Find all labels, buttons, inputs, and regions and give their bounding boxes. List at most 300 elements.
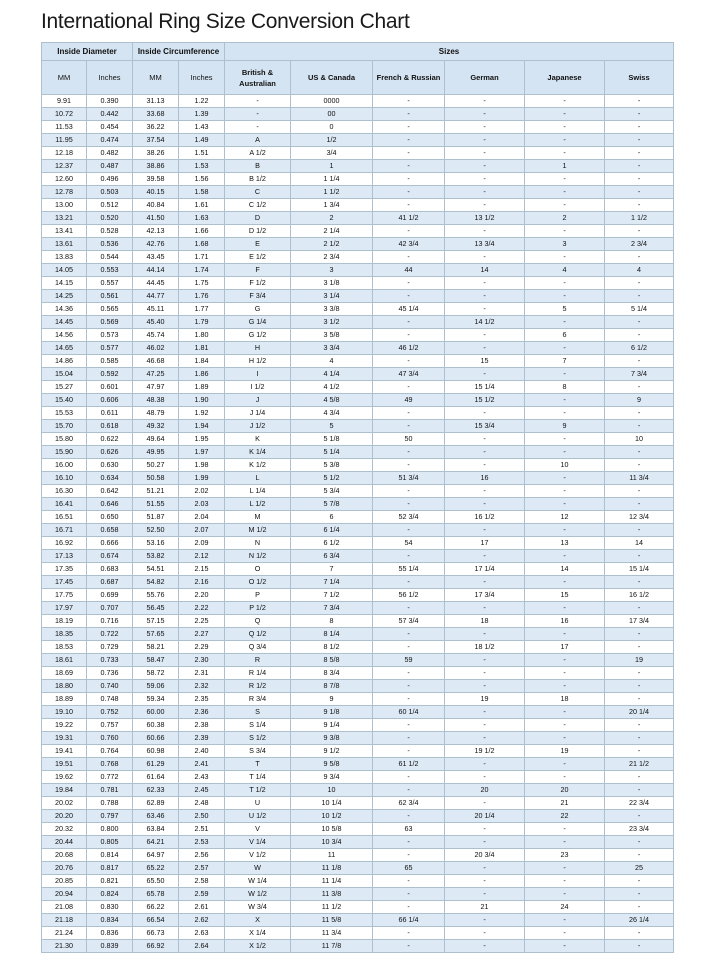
table-cell: 16 (445, 472, 525, 485)
table-cell: - (373, 602, 445, 615)
table-cell: 20 (445, 784, 525, 797)
group-inside-circumference: Inside Circumference (133, 43, 225, 61)
table-cell: 18.80 (42, 680, 87, 693)
table-cell: - (605, 628, 674, 641)
table-cell: 14 (445, 264, 525, 277)
table-cell: X 1/4 (225, 927, 291, 940)
table-cell: 2.16 (179, 576, 225, 589)
table-cell: 65 (373, 862, 445, 875)
table-cell: - (605, 810, 674, 823)
table-row (42, 173, 674, 186)
table-cell: - (605, 485, 674, 498)
table-cell: 13 1/2 (445, 212, 525, 225)
table-cell: O (225, 563, 291, 576)
table-cell: 66.54 (133, 914, 179, 927)
table-cell: 2.51 (179, 823, 225, 836)
table-row (42, 732, 674, 745)
table-cell: 16.92 (42, 537, 87, 550)
table-cell: 51.55 (133, 498, 179, 511)
table-cell: - (373, 875, 445, 888)
table-cell: 16 1/2 (445, 511, 525, 524)
table-row (42, 381, 674, 394)
table-row (42, 108, 674, 121)
table-cell: 56 1/2 (373, 589, 445, 602)
table-cell: 5 1/4 (291, 446, 373, 459)
table-cell: 12.60 (42, 173, 87, 186)
table-cell: 18 (525, 693, 605, 706)
table-cell: 15 (525, 589, 605, 602)
table-row (42, 797, 674, 810)
table-cell: 2 (291, 212, 373, 225)
table-cell: 5 3/8 (291, 459, 373, 472)
table-cell: H 1/2 (225, 355, 291, 368)
table-cell: 0.788 (87, 797, 133, 810)
table-cell: 0.626 (87, 446, 133, 459)
table-cell: - (445, 199, 525, 212)
table-cell: 48.38 (133, 394, 179, 407)
table-cell: 13.61 (42, 238, 87, 251)
table-cell: - (373, 316, 445, 329)
table-cell: 3 (291, 264, 373, 277)
table-cell: - (605, 745, 674, 758)
table-cell: - (445, 251, 525, 264)
table-cell: - (445, 602, 525, 615)
table-cell: - (445, 862, 525, 875)
table-cell: - (445, 654, 525, 667)
table-cell: - (373, 550, 445, 563)
table-cell: T 1/2 (225, 784, 291, 797)
table-cell: 20.32 (42, 823, 87, 836)
table-cell: 13 3/4 (445, 238, 525, 251)
table-cell: - (525, 199, 605, 212)
table-cell: - (445, 459, 525, 472)
table-cell: 36.22 (133, 121, 179, 134)
table-cell: 2.04 (179, 511, 225, 524)
table-cell: - (373, 888, 445, 901)
table-cell: 0.622 (87, 433, 133, 446)
table-row (42, 121, 674, 134)
table-cell: - (525, 875, 605, 888)
table-cell: 12 3/4 (605, 511, 674, 524)
table-cell: 44.14 (133, 264, 179, 277)
table-cell: A 1/2 (225, 147, 291, 160)
table-cell: 16.00 (42, 459, 87, 472)
table-cell: - (445, 407, 525, 420)
table-cell: 0.592 (87, 368, 133, 381)
col-german: German (445, 61, 525, 95)
table-cell: 54 (373, 537, 445, 550)
table-cell: 59.34 (133, 693, 179, 706)
table-cell: 0.707 (87, 602, 133, 615)
table-cell: 50 (373, 433, 445, 446)
table-cell: 13.00 (42, 199, 87, 212)
table-cell: 18.53 (42, 641, 87, 654)
table-cell: 2.30 (179, 654, 225, 667)
table-row (42, 927, 674, 940)
table-cell: 4 (291, 355, 373, 368)
table-cell: - (525, 277, 605, 290)
table-row (42, 589, 674, 602)
table-cell: J 1/2 (225, 420, 291, 433)
table-cell: 1.92 (179, 407, 225, 420)
table-cell: 1.79 (179, 316, 225, 329)
table-cell: 46 1/2 (373, 342, 445, 355)
table-cell: 16.30 (42, 485, 87, 498)
table-cell: - (445, 706, 525, 719)
table-cell: - (605, 316, 674, 329)
table-cell: 0.733 (87, 654, 133, 667)
table-cell: U (225, 797, 291, 810)
table-cell: - (373, 693, 445, 706)
table-cell: 20 1/4 (605, 706, 674, 719)
table-cell: 2.50 (179, 810, 225, 823)
table-row (42, 550, 674, 563)
table-cell: 17 3/4 (445, 589, 525, 602)
table-row (42, 498, 674, 511)
table-cell: E (225, 238, 291, 251)
col-diameter-inches: Inches (87, 61, 133, 95)
table-cell: - (605, 160, 674, 173)
table-cell: - (605, 381, 674, 394)
table-row (42, 95, 674, 108)
table-cell: 18.35 (42, 628, 87, 641)
table-cell: B 1/2 (225, 173, 291, 186)
table-row (42, 914, 674, 927)
table-cell: 2.02 (179, 485, 225, 498)
table-cell: - (445, 927, 525, 940)
table-cell: 5 (291, 420, 373, 433)
table-cell: 14 (525, 563, 605, 576)
table-cell: 1.99 (179, 472, 225, 485)
table-cell: V 1/2 (225, 849, 291, 862)
table-cell: 0.565 (87, 303, 133, 316)
table-row (42, 823, 674, 836)
table-row (42, 654, 674, 667)
table-row (42, 680, 674, 693)
table-row (42, 862, 674, 875)
table-row (42, 186, 674, 199)
table-cell: 53.82 (133, 550, 179, 563)
group-sizes: Sizes (225, 43, 674, 61)
table-cell: 60.66 (133, 732, 179, 745)
table-cell: 10 1/4 (291, 797, 373, 810)
table-row (42, 420, 674, 433)
table-cell: - (225, 108, 291, 121)
table-cell: 65.50 (133, 875, 179, 888)
table-cell: 19 1/2 (445, 745, 525, 758)
table-cell: 2.03 (179, 498, 225, 511)
table-cell: 60.98 (133, 745, 179, 758)
table-cell: 62.89 (133, 797, 179, 810)
table-cell: 2.35 (179, 693, 225, 706)
table-cell: L (225, 472, 291, 485)
table-cell: 11 3/4 (291, 927, 373, 940)
table-row (42, 524, 674, 537)
table-cell: 19.31 (42, 732, 87, 745)
table-cell: 17.13 (42, 550, 87, 563)
table-row (42, 225, 674, 238)
table-cell: 2.61 (179, 901, 225, 914)
table-cell: - (373, 134, 445, 147)
table-cell: 0.760 (87, 732, 133, 745)
table-cell: 13 (525, 537, 605, 550)
table-cell: 1.74 (179, 264, 225, 277)
table-row (42, 303, 674, 316)
table-cell: - (605, 121, 674, 134)
table-cell: 15.27 (42, 381, 87, 394)
table-cell: - (445, 719, 525, 732)
table-cell: 55.76 (133, 589, 179, 602)
table-cell: - (373, 355, 445, 368)
table-row (42, 316, 674, 329)
table-row (42, 758, 674, 771)
table-cell: - (373, 680, 445, 693)
table-cell: 11.53 (42, 121, 87, 134)
table-cell: - (445, 524, 525, 537)
table-cell: - (445, 771, 525, 784)
table-cell: K (225, 433, 291, 446)
table-cell: - (445, 940, 525, 953)
table-cell: - (605, 667, 674, 680)
table-cell: F 3/4 (225, 290, 291, 303)
table-cell: 2.53 (179, 836, 225, 849)
table-cell: 47.25 (133, 368, 179, 381)
table-cell: 17.75 (42, 589, 87, 602)
table-cell: 3 5/8 (291, 329, 373, 342)
table-cell: 9 (605, 394, 674, 407)
table-cell: - (373, 667, 445, 680)
table-cell: R (225, 654, 291, 667)
col-circumference-mm: MM (133, 61, 179, 95)
table-cell: - (373, 836, 445, 849)
table-cell: 1 (291, 160, 373, 173)
table-cell: 6 3/4 (291, 550, 373, 563)
table-row (42, 875, 674, 888)
col-british-australian: British & Australian (225, 61, 291, 95)
table-body (42, 95, 674, 953)
table-row (42, 745, 674, 758)
table-cell: A (225, 134, 291, 147)
table-cell: 0.824 (87, 888, 133, 901)
ring-size-table (41, 42, 674, 953)
table-row (42, 433, 674, 446)
table-cell: - (373, 329, 445, 342)
table-cell: 1.51 (179, 147, 225, 160)
table-cell: - (373, 576, 445, 589)
table-cell: 5 7/8 (291, 498, 373, 511)
table-cell: 33.68 (133, 108, 179, 121)
table-cell: - (525, 628, 605, 641)
table-cell: - (525, 654, 605, 667)
table-cell: 66.92 (133, 940, 179, 953)
table-cell: 0.839 (87, 940, 133, 953)
table-cell: N 1/2 (225, 550, 291, 563)
table-cell: - (605, 277, 674, 290)
table-cell: 13.83 (42, 251, 87, 264)
table-cell: 12.37 (42, 160, 87, 173)
table-cell: 20.02 (42, 797, 87, 810)
table-cell: 52 3/4 (373, 511, 445, 524)
table-row (42, 238, 674, 251)
table-cell: 21 (525, 797, 605, 810)
table-cell: - (525, 667, 605, 680)
table-cell: - (445, 433, 525, 446)
table-cell: 2.45 (179, 784, 225, 797)
table-cell: 1.49 (179, 134, 225, 147)
table-cell: 0.553 (87, 264, 133, 277)
table-cell: 0.642 (87, 485, 133, 498)
table-cell: 9 1/4 (291, 719, 373, 732)
table-cell: - (525, 368, 605, 381)
table-cell: - (525, 836, 605, 849)
table-cell: 0.781 (87, 784, 133, 797)
table-cell: - (445, 225, 525, 238)
table-cell: 20 1/4 (445, 810, 525, 823)
table-cell: 13.41 (42, 225, 87, 238)
table-cell: 17 (525, 641, 605, 654)
table-cell: - (373, 160, 445, 173)
table-cell: R 3/4 (225, 693, 291, 706)
table-cell: 0.544 (87, 251, 133, 264)
table-cell: - (373, 121, 445, 134)
table-row (42, 134, 674, 147)
table-cell: 15 1/2 (445, 394, 525, 407)
table-cell: 14.56 (42, 329, 87, 342)
table-row (42, 355, 674, 368)
table-cell: - (605, 420, 674, 433)
table-cell: 0.716 (87, 615, 133, 628)
table-cell: 6 (525, 329, 605, 342)
table-row (42, 277, 674, 290)
table-cell: D (225, 212, 291, 225)
table-cell: 13.21 (42, 212, 87, 225)
table-cell: 1 1/4 (291, 173, 373, 186)
table-cell: R 1/4 (225, 667, 291, 680)
table-row (42, 784, 674, 797)
table-row (42, 485, 674, 498)
table-cell: - (373, 225, 445, 238)
table-row (42, 537, 674, 550)
table-cell: - (605, 888, 674, 901)
table-cell: - (373, 407, 445, 420)
table-cell: S 1/2 (225, 732, 291, 745)
table-cell: - (373, 95, 445, 108)
table-cell: 1.90 (179, 394, 225, 407)
table-cell: 2.64 (179, 940, 225, 953)
table-cell: N (225, 537, 291, 550)
table-cell: 0.740 (87, 680, 133, 693)
table-cell: - (525, 342, 605, 355)
table-cell: 45.74 (133, 329, 179, 342)
table-cell: - (445, 121, 525, 134)
table-cell: 4 5/8 (291, 394, 373, 407)
table-row (42, 836, 674, 849)
table-cell: S 1/4 (225, 719, 291, 732)
table-cell: 00 (291, 108, 373, 121)
table-row (42, 342, 674, 355)
table-cell: - (445, 342, 525, 355)
table-cell: 45 1/4 (373, 303, 445, 316)
table-cell: R 1/2 (225, 680, 291, 693)
table-cell: 0.606 (87, 394, 133, 407)
table-cell: - (525, 225, 605, 238)
table-cell: 42.76 (133, 238, 179, 251)
table-cell: 44 (373, 264, 445, 277)
table-cell: 0.764 (87, 745, 133, 758)
table-cell: 10 1/2 (291, 810, 373, 823)
table-cell: - (605, 849, 674, 862)
table-cell: - (445, 173, 525, 186)
table-cell: 15.53 (42, 407, 87, 420)
table-cell: 10 5/8 (291, 823, 373, 836)
table-cell: 3/4 (291, 147, 373, 160)
table-cell: Q (225, 615, 291, 628)
table-cell: 0.768 (87, 758, 133, 771)
table-cell: - (525, 472, 605, 485)
table-cell: 11 1/2 (291, 901, 373, 914)
table-row (42, 563, 674, 576)
table-cell: 6 1/2 (605, 342, 674, 355)
table-cell: - (525, 719, 605, 732)
table-cell: 10 (291, 784, 373, 797)
table-cell: 11.95 (42, 134, 87, 147)
table-cell: 0000 (291, 95, 373, 108)
table-cell: - (525, 186, 605, 199)
table-cell: - (605, 524, 674, 537)
table-cell: 0.536 (87, 238, 133, 251)
table-cell: - (445, 836, 525, 849)
table-cell: E 1/2 (225, 251, 291, 264)
table-cell: 2.32 (179, 680, 225, 693)
table-cell: 11 3/8 (291, 888, 373, 901)
table-cell: 17 (445, 537, 525, 550)
table-cell: - (373, 498, 445, 511)
table-cell: 9 1/8 (291, 706, 373, 719)
table-cell: 14.36 (42, 303, 87, 316)
table-cell: 54.82 (133, 576, 179, 589)
table-cell: - (445, 147, 525, 160)
table-cell: 52.50 (133, 524, 179, 537)
table-cell: 2.22 (179, 602, 225, 615)
table-cell: 44.45 (133, 277, 179, 290)
table-cell: - (445, 797, 525, 810)
table-cell: 26 1/4 (605, 914, 674, 927)
table-cell: 1/2 (291, 134, 373, 147)
table-cell: 0.496 (87, 173, 133, 186)
table-cell: - (605, 147, 674, 160)
table-cell: 2.63 (179, 927, 225, 940)
table-cell: - (525, 394, 605, 407)
table-row (42, 394, 674, 407)
table-cell: 0.618 (87, 420, 133, 433)
table-cell: 0.573 (87, 329, 133, 342)
table-cell: 2.09 (179, 537, 225, 550)
table-cell: 19.62 (42, 771, 87, 784)
table-cell: 15.70 (42, 420, 87, 433)
table-cell: 2.29 (179, 641, 225, 654)
table-cell: 14.15 (42, 277, 87, 290)
table-cell: 19.51 (42, 758, 87, 771)
table-cell: 2.39 (179, 732, 225, 745)
table-cell: - (525, 550, 605, 563)
table-cell: 1.81 (179, 342, 225, 355)
table-cell: - (525, 732, 605, 745)
col-french-russian: French & Russian (373, 61, 445, 95)
table-cell: 9 3/8 (291, 732, 373, 745)
table-cell: 19 (605, 654, 674, 667)
table-cell: L 1/4 (225, 485, 291, 498)
table-cell: - (525, 888, 605, 901)
